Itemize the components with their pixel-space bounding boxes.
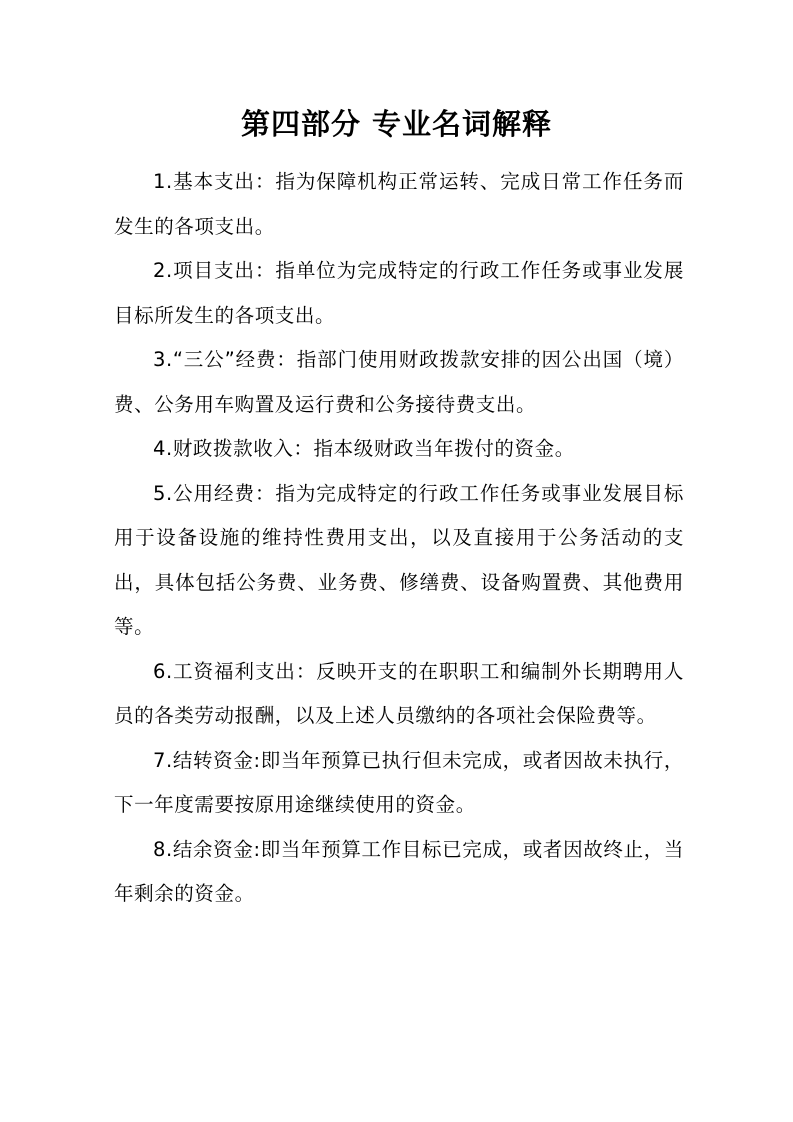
item-term: 项目支出： <box>172 259 276 282</box>
definitions-list <box>114 160 684 917</box>
item-term: 结转资金: <box>172 748 261 772</box>
item-term: 公用经费： <box>172 481 276 505</box>
item-text: 指单位为完成特定的行政工作任务或事业发展目标所发生的各项支出。 <box>114 259 684 327</box>
definition-item-5 <box>114 472 684 650</box>
item-number: 1. <box>153 170 173 193</box>
definition-item-7 <box>114 739 684 828</box>
item-number: 4. <box>153 437 173 460</box>
item-number: 8. <box>153 837 173 861</box>
item-number: 6. <box>153 659 173 683</box>
item-text: 指部门使用财政拨款安排的因公出国（境）费、公务用车购置及运行费和公务接待费支出。 <box>114 348 685 416</box>
definition-item-2 <box>114 249 684 338</box>
item-text: 即当年预算已执行但未完成，或者因故未执行，下一年度需要按原用途继续使用的资金。 <box>114 748 684 816</box>
item-term: 结余资金: <box>172 837 261 861</box>
page-title: 第四部分 专业名词解释 <box>240 107 553 141</box>
item-text: 指为保障机构正常运转、完成日常工作任务而发生的各项支出。 <box>114 170 684 238</box>
definition-item-8 <box>114 828 684 917</box>
definition-item-1 <box>114 160 684 249</box>
item-text: 指本级财政当年拨付的资金。 <box>313 437 575 460</box>
definition-item-6 <box>114 650 684 739</box>
definition-item-4 <box>114 427 684 472</box>
item-number: 3. <box>153 348 173 371</box>
item-term: 财政拨款收入： <box>172 437 314 460</box>
item-number: 7. <box>153 748 173 772</box>
item-term: “三公”经费： <box>172 348 297 371</box>
item-term: 工资福利支出： <box>172 659 317 683</box>
item-text: 反映开支的在职职工和编制外长期聘用人员的各类劳动报酬，以及上述人员缴纳的各项社会保险费等。 <box>114 659 684 727</box>
item-number: 5. <box>153 481 173 505</box>
definition-item-3 <box>114 338 684 427</box>
item-text: 指为完成特定的行政工作任务或事业发展目标用于设备设施的维持性费用支出，以及直接用于公务活动的支出，具体包括公务费、业务费、修缮费、设备购置费、其他费用等。 <box>114 481 684 638</box>
item-term: 基本支出： <box>172 170 276 193</box>
item-text: 即当年预算工作目标已完成，或者因故终止，当年剩余的资金。 <box>114 837 684 905</box>
item-number: 2. <box>153 259 173 282</box>
